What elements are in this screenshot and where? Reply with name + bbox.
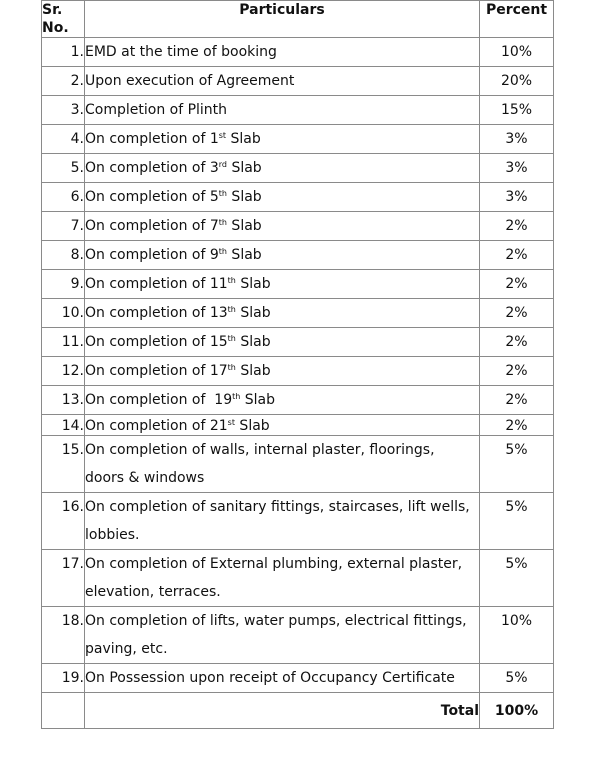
ordinal-suffix: rd (218, 160, 227, 169)
particulars-cell (85, 493, 480, 550)
ordinal-suffix: st (218, 131, 227, 140)
ordinal-suffix: th (218, 189, 227, 198)
percent-cell: 10% (480, 38, 554, 67)
percent-cell: 3% (480, 154, 554, 183)
table-row (42, 436, 554, 493)
table-row (42, 241, 554, 270)
percent-cell: 10% (480, 607, 554, 664)
particulars-line2: paving, etc. (85, 641, 168, 657)
particulars-cell (85, 241, 480, 270)
percent-cell: 15% (480, 96, 554, 125)
table-row (42, 96, 554, 125)
sr-cell: 4. (42, 125, 85, 154)
percent-cell: 2% (480, 357, 554, 386)
sr-cell: 17. (42, 550, 85, 607)
slab-text: On completion of 1 (85, 131, 219, 147)
percent-cell: 2% (480, 241, 554, 270)
percent-cell: 5% (480, 550, 554, 607)
slab-word: Slab (226, 218, 262, 234)
table-row (42, 183, 554, 212)
ordinal-suffix: th (227, 363, 236, 372)
sr-cell: 3. (42, 96, 85, 125)
particulars-cell (85, 299, 480, 328)
slab-text: On completion of 15 (85, 334, 228, 350)
sr-cell: 19. (42, 664, 85, 693)
table-row (42, 270, 554, 299)
slab-word: Slab (235, 363, 271, 379)
table-row (42, 493, 554, 550)
particulars-cell (85, 357, 480, 386)
particulars-cell (85, 212, 480, 241)
sr-cell: 5. (42, 154, 85, 183)
percent-cell: 2% (480, 328, 554, 357)
sr-cell: 1. (42, 38, 85, 67)
slab-word: Slab (235, 334, 271, 350)
percent-cell: 5% (480, 664, 554, 693)
percent-cell: 2% (480, 415, 554, 436)
percent-cell: 3% (480, 125, 554, 154)
sr-cell: 13. (42, 386, 85, 415)
slab-text: On completion of 3 (85, 160, 219, 176)
slab-text: On completion of 13 (85, 305, 228, 321)
slab-text: On completion of 11 (85, 276, 228, 292)
slab-word: Slab (227, 160, 262, 176)
particulars-cell (85, 270, 480, 299)
particulars-cell (85, 328, 480, 357)
ordinal-suffix: st (227, 418, 235, 427)
slab-text: On completion of 17 (85, 363, 228, 379)
particulars-line2: elevation, terraces. (85, 584, 221, 600)
sr-header-line2: No. (42, 20, 69, 36)
slab-word: Slab (235, 305, 271, 321)
particulars-cell (85, 607, 480, 664)
table-row (42, 125, 554, 154)
payment-schedule-table (41, 0, 554, 729)
percent-cell: 20% (480, 67, 554, 96)
slab-text: On completion of 19 (85, 392, 233, 408)
particulars-line1: On completion of lifts, water pumps, electrical fittings, (85, 613, 467, 629)
total-percent: 100% (480, 693, 554, 729)
sr-no-header (42, 1, 85, 38)
particulars-cell (85, 154, 480, 183)
slab-word: Slab (234, 418, 270, 434)
table-row (42, 550, 554, 607)
percent-cell: 2% (480, 299, 554, 328)
sr-cell: 8. (42, 241, 85, 270)
percent-cell: 3% (480, 183, 554, 212)
sr-cell: 18. (42, 607, 85, 664)
total-empty-cell (42, 693, 85, 729)
ordinal-suffix: th (218, 247, 227, 256)
particulars-cell (85, 386, 480, 415)
slab-text: On completion of 21 (85, 418, 228, 434)
slab-text: On completion of 7 (85, 218, 219, 234)
table-row (42, 299, 554, 328)
table-row (42, 415, 554, 436)
sr-cell: 15. (42, 436, 85, 493)
particulars-cell (85, 550, 480, 607)
table-row (42, 38, 554, 67)
table-row (42, 357, 554, 386)
sr-cell: 9. (42, 270, 85, 299)
percent-cell: 5% (480, 493, 554, 550)
table-row (42, 386, 554, 415)
table-row (42, 328, 554, 357)
header-row (42, 1, 554, 38)
particulars-cell: Completion of Plinth (85, 96, 480, 125)
table-row (42, 212, 554, 241)
particulars-line1: On completion of sanitary fittings, staircases, lift wells, (85, 499, 470, 515)
slab-text: On completion of 5 (85, 189, 219, 205)
ordinal-suffix: th (227, 305, 236, 314)
table-row (42, 154, 554, 183)
particulars-cell (85, 415, 480, 436)
ordinal-suffix: th (218, 218, 227, 227)
sr-cell: 7. (42, 212, 85, 241)
sr-cell: 16. (42, 493, 85, 550)
percent-cell: 2% (480, 212, 554, 241)
particulars-line1: On completion of External plumbing, external plaster, (85, 556, 463, 572)
particulars-line1: On completion of walls, internal plaster, floorings, (85, 442, 435, 458)
percent-header: Percent (480, 1, 554, 38)
particulars-cell (85, 125, 480, 154)
total-label: Total (85, 693, 480, 729)
slab-word: Slab (226, 189, 262, 205)
percent-cell: 2% (480, 270, 554, 299)
particulars-cell: EMD at the time of booking (85, 38, 480, 67)
ordinal-suffix: th (227, 334, 236, 343)
sr-cell: 12. (42, 357, 85, 386)
slab-word: Slab (226, 131, 261, 147)
particulars-cell: On Possession upon receipt of Occupancy Certificate (85, 664, 480, 693)
sr-cell: 2. (42, 67, 85, 96)
slab-word: Slab (235, 276, 271, 292)
ordinal-suffix: th (232, 392, 241, 401)
table-row (42, 664, 554, 693)
table-row (42, 607, 554, 664)
particulars-line2: lobbies. (85, 527, 140, 543)
particulars-cell (85, 183, 480, 212)
sr-header-line1: Sr. (42, 2, 63, 18)
percent-cell: 5% (480, 436, 554, 493)
slab-text: On completion of 9 (85, 247, 219, 263)
particulars-cell: Upon execution of Agreement (85, 67, 480, 96)
particulars-line2: doors & windows (85, 470, 205, 486)
total-row (42, 693, 554, 729)
sr-cell: 6. (42, 183, 85, 212)
sr-cell: 10. (42, 299, 85, 328)
particulars-cell (85, 436, 480, 493)
ordinal-suffix: th (227, 276, 236, 285)
sr-cell: 11. (42, 328, 85, 357)
table-row (42, 67, 554, 96)
particulars-header: Particulars (85, 1, 480, 38)
percent-cell: 2% (480, 386, 554, 415)
sr-cell: 14. (42, 415, 85, 436)
slab-word: Slab (226, 247, 262, 263)
slab-word: Slab (240, 392, 276, 408)
